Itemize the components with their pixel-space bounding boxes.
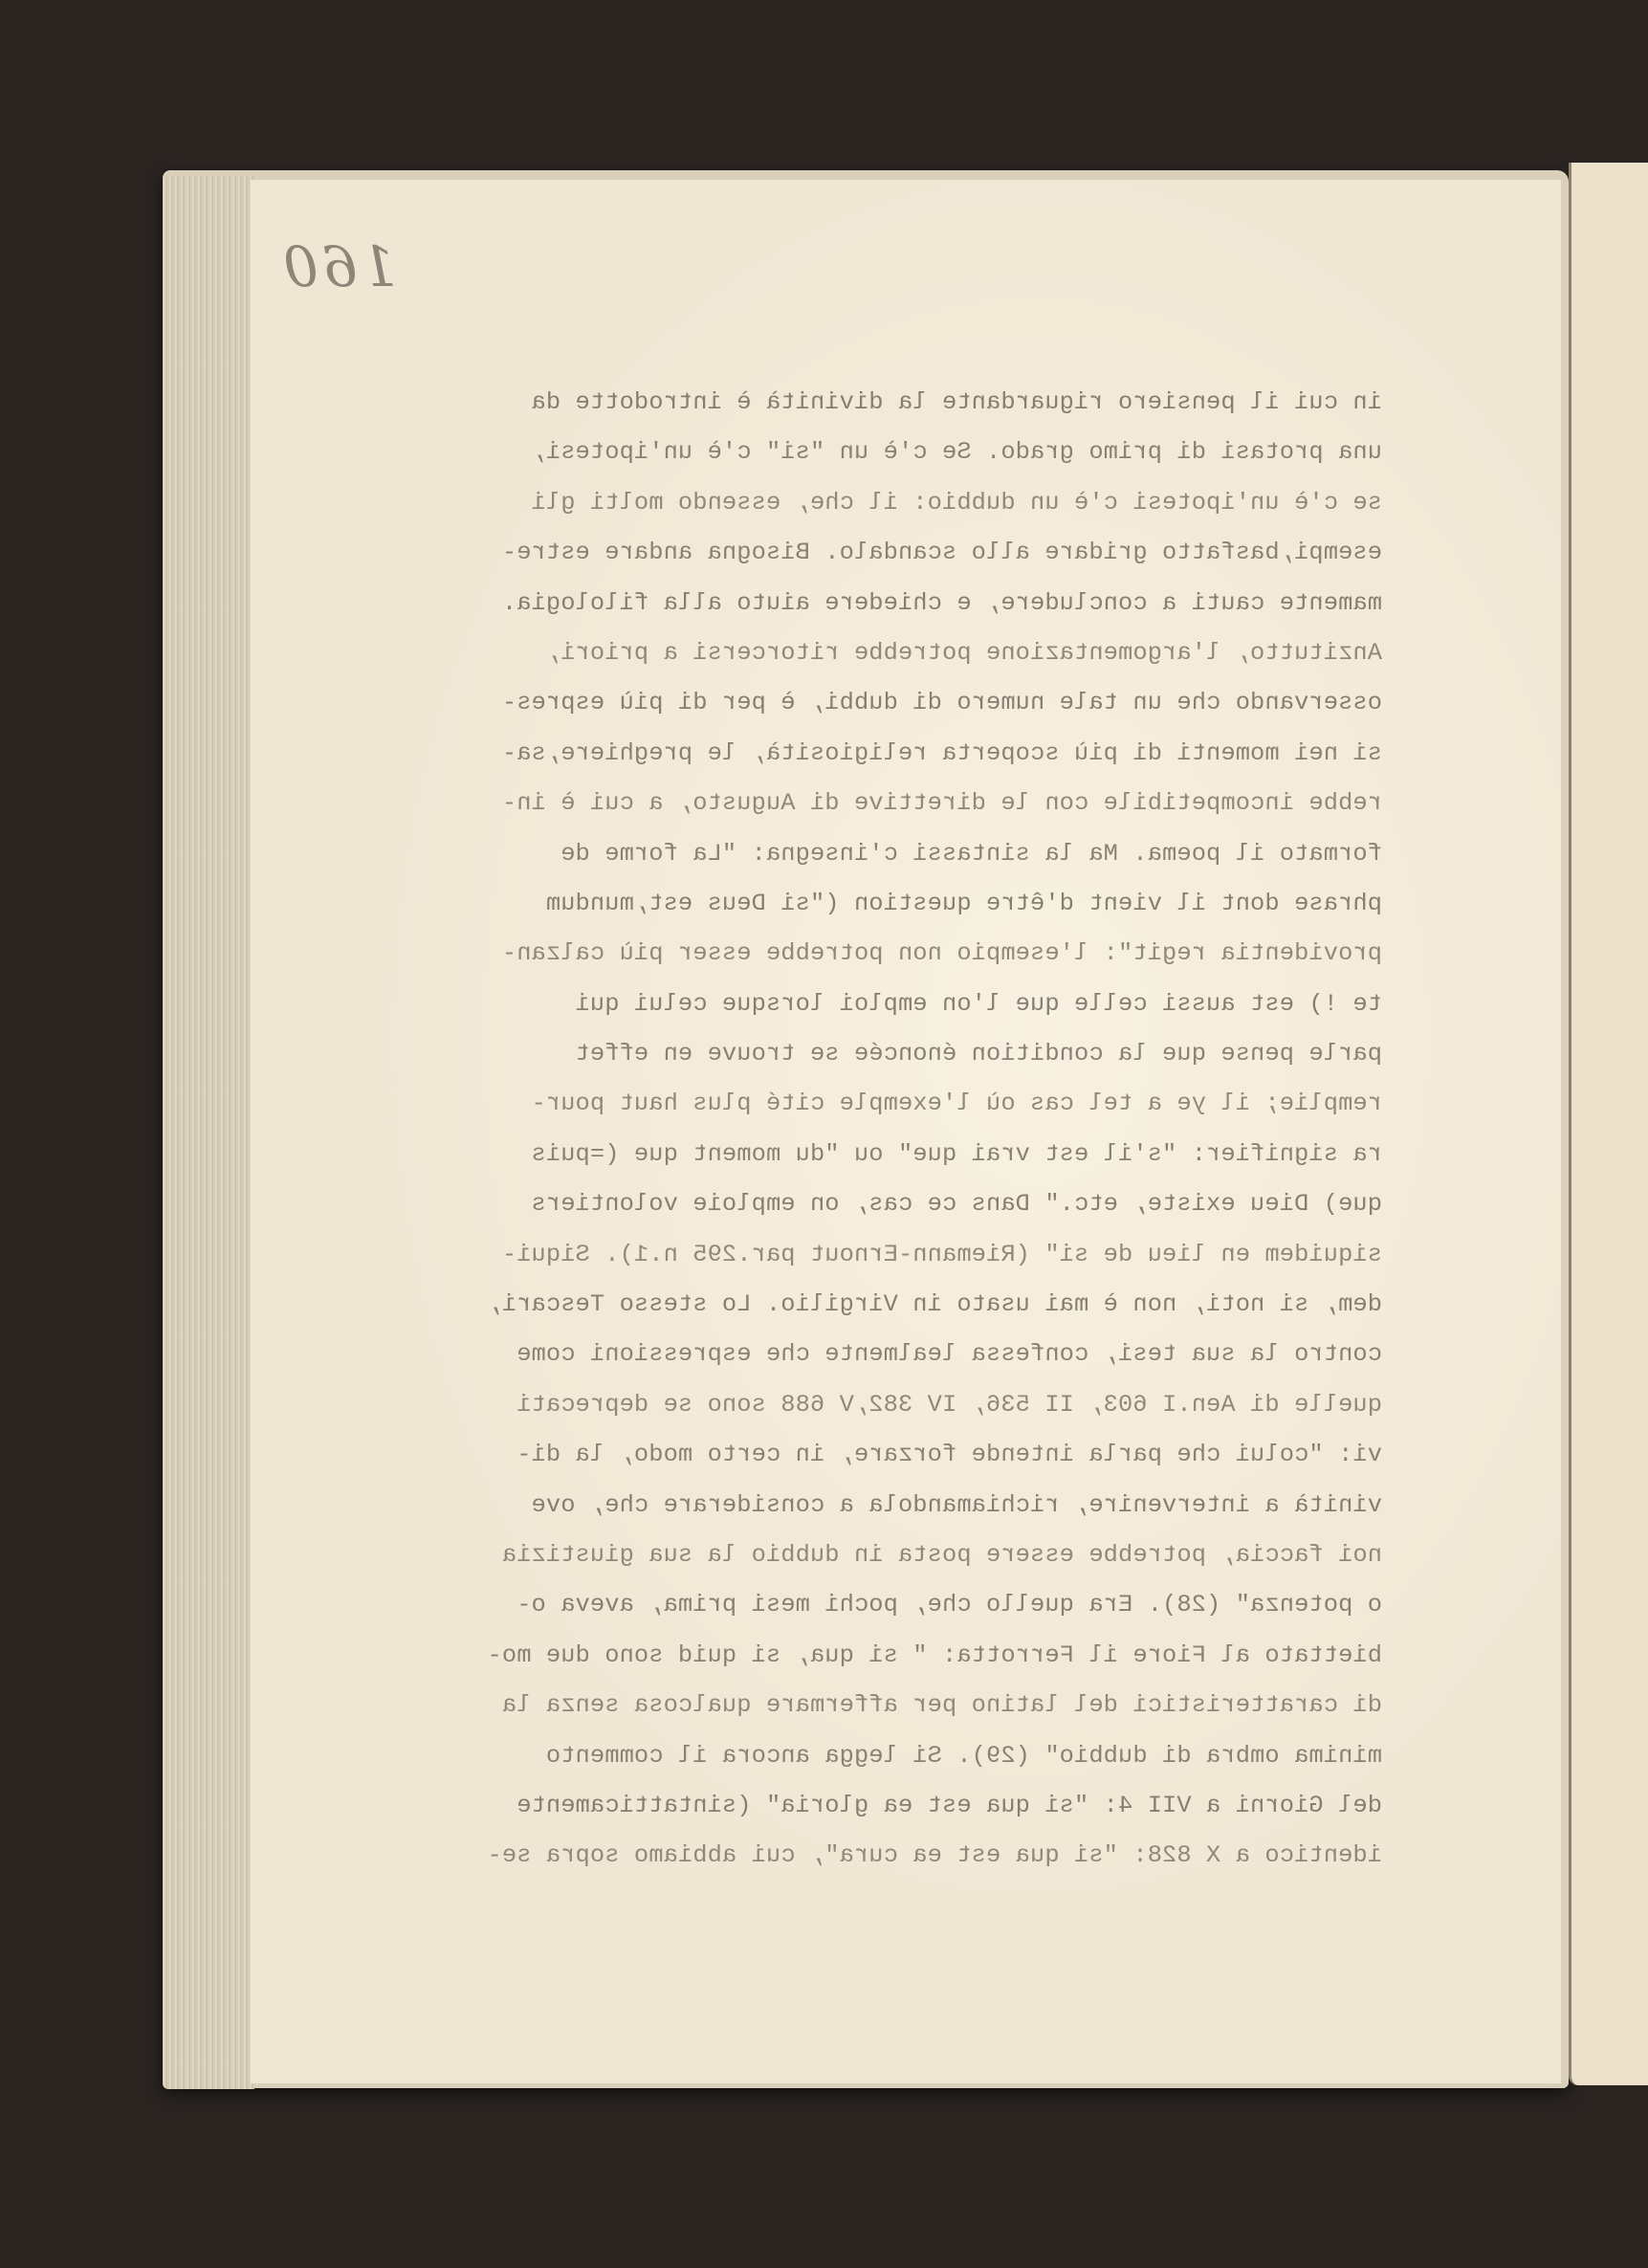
text-line: o potenza" (28). Era quello che, pochi mesi prima, aveva o- [516, 1591, 1382, 1619]
facing-page [1569, 163, 1648, 2085]
text-line: esempi,basfatto gridare allo scandalo. Bisogna andare estre- [501, 539, 1382, 567]
text-line: te !) est aussi celle que l'on emploi lorsque celui qui [575, 989, 1382, 1018]
text-line: siquidem en lieu de si" (Riemann-Ernout par.295 n.1). Siqui- [501, 1240, 1382, 1268]
text-line: del Giorni a VII 4: "si qua est ea gloria" (sintatticamente [516, 1791, 1382, 1819]
text-line: in cui il pensiero riguardante la divinità è introdotte da [531, 388, 1382, 416]
text-line: minima ombra di dubbio" (29). Si legga ancora il commento [545, 1741, 1382, 1770]
text-line: se c'è un'ipotesi c'è un dubbio: il che, essendo molti gli [531, 488, 1382, 517]
text-line: una protasi di primo grado. Se c'è un "si" c'è un'ipotesi, [531, 438, 1382, 467]
text-line: remplie; il ye a tel cas où l'exemple cité plus haut pour- [531, 1090, 1382, 1118]
text-line: contro la sua tesi, confessa lealmente che espressioni come [516, 1340, 1382, 1369]
text-line: vinità a intervenire, richiamandola a considerare che, ove [531, 1490, 1382, 1519]
text-line: biettato al Fiore il Ferrotta: " si qua, si quid sono due mo- [487, 1640, 1382, 1669]
text-line: osservando che un tale numero di dubbi, è per di più espres- [501, 689, 1382, 717]
text-line: rebbe incompetibile con le direttive di Augusto, a cui è in- [501, 789, 1382, 818]
text-line: si nei momenti di più scoperta religiosità, le preghiere,sa- [501, 738, 1382, 767]
text-line: Anzitutto, l'argomentazione potrebbe ritorcersi a priori, [545, 638, 1382, 667]
text-line: identico a X 828: "si qua est ea cura", cui abbiamo sopra se- [487, 1841, 1382, 1870]
text-line: ra signifier: "s'il est vrai que" ou "du moment que (=puis [531, 1139, 1382, 1168]
text-line: providentia regit": l'esempio non potrebbe esser più calzan- [501, 939, 1382, 968]
text-line: formato il poema. Ma la sintassi c'insegna: "La forme de [560, 839, 1382, 868]
text-line: parle pense que la condition énoncée se trouve en effet [575, 1040, 1382, 1068]
text-line: mamente cauti a concludere, e chiedere aiuto alla filologia. [501, 588, 1382, 617]
page-edges [163, 176, 254, 2089]
text-line: di caratteristici del latino per affermare qualcosa senza la [501, 1691, 1382, 1720]
text-line: vi: "colui che parla intende forzare, in certo modo, la di- [516, 1441, 1382, 1469]
show-through-text [325, 378, 1382, 1882]
text-line: dem, si noti, non è mai usato in Virgilio. Lo stesso Tescari, [487, 1290, 1382, 1319]
text-line: que) Dieu existe, etc." Dans ce cas, on emploie volontiers [531, 1190, 1382, 1219]
text-line: quelle di Aen.I 603, II 536, IV 382,V 688 sono se deprecati [516, 1390, 1382, 1419]
text-line: phrase dont il vient d'être question ("si Deus est,mundum [545, 889, 1382, 917]
text-line: noi faccia, potrebbe essere posta in dubbio la sua giustizia [501, 1540, 1382, 1569]
page-number: 160 [279, 234, 397, 299]
